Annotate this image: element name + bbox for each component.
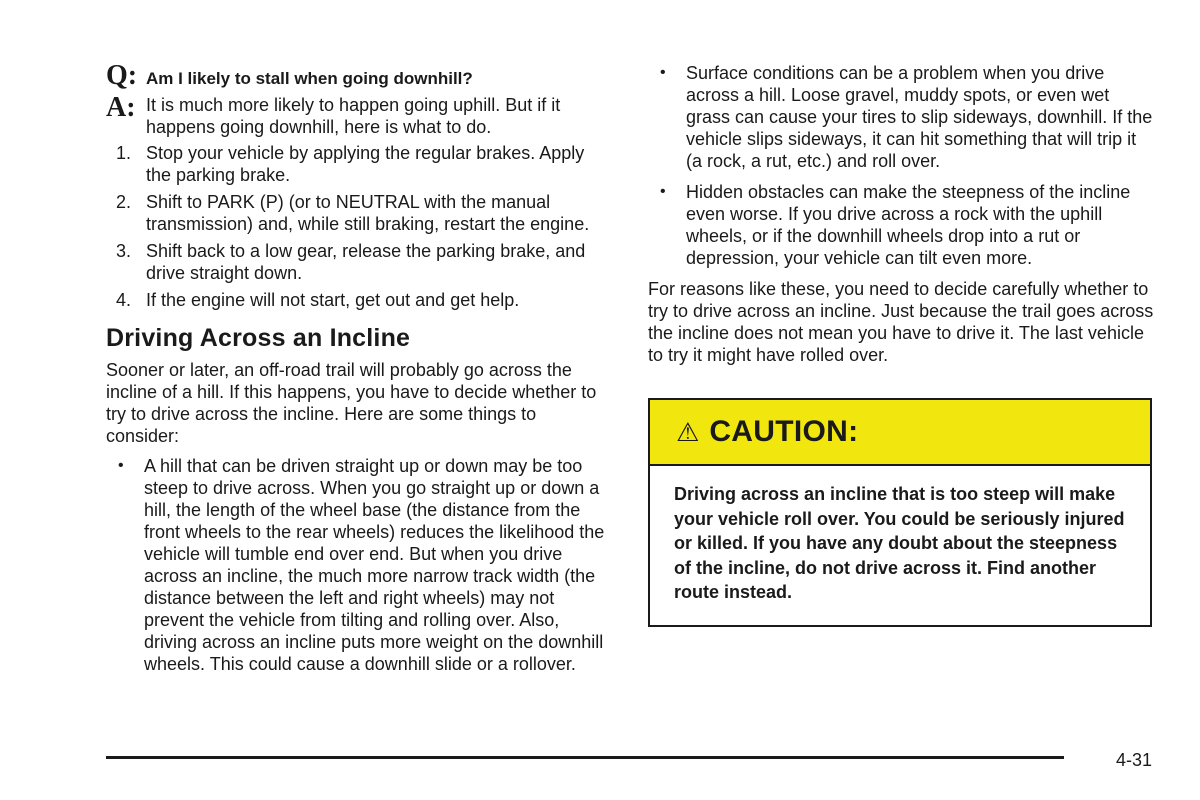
right-column bbox=[648, 62, 1156, 627]
page-number: 4-31 bbox=[1116, 750, 1153, 770]
bullet-icon: • bbox=[118, 457, 124, 474]
left-column bbox=[106, 62, 614, 681]
question-text: Am I likely to stall when going downhill? bbox=[146, 69, 473, 88]
bullet-list-left bbox=[106, 455, 614, 675]
bullet-icon: • bbox=[660, 64, 666, 81]
list-item bbox=[106, 142, 614, 186]
caution-text: Driving across an incline that is too steep will make your vehicle roll over. You could be seriously injured or killed. If you have any doubt about the steepness of the incline, do not drive across it. Find another route instead. bbox=[674, 484, 1125, 602]
list-item bbox=[106, 191, 614, 235]
caution-title: CAUTION: bbox=[709, 415, 859, 448]
list-item bbox=[106, 455, 614, 675]
section-heading: Driving Across an Incline bbox=[106, 324, 411, 352]
step-text: Shift back to a low gear, release the parking brake, and drive straight down. bbox=[146, 241, 586, 283]
answer-text: It is much more likely to happen going uphill. But if it happens going downhill, here is what to do. bbox=[146, 95, 561, 137]
step-text: If the engine will not start, get out and get help. bbox=[146, 290, 520, 310]
step-number: 2. bbox=[116, 192, 132, 212]
question-letter: Q: bbox=[106, 60, 138, 91]
warning-icon: ⚠ bbox=[676, 417, 700, 447]
list-item bbox=[106, 289, 614, 311]
footer-rule bbox=[106, 756, 1064, 759]
caution-box bbox=[648, 398, 1152, 627]
caution-header bbox=[650, 400, 1150, 466]
bullet-icon: • bbox=[660, 183, 666, 200]
answer-row bbox=[106, 94, 614, 138]
answer-letter: A: bbox=[106, 92, 136, 123]
step-number: 4. bbox=[116, 290, 132, 310]
step-text: Shift to PARK (P) (or to NEUTRAL with the manual transmission) and, while still braking, restart the engine. bbox=[146, 192, 590, 234]
step-number: 1. bbox=[116, 143, 132, 163]
bullet-text: A hill that can be driven straight up or down may be too steep to drive across. When you go straight up or down a hill, the length of the wheel base (the distance from the front wheels to the rear wheels) reduces the likelihood the vehicle will tumble end over end. But when you drive across an incline, the much more narrow track width (the distance between the left and right wheels) may not prevent the vehicle from tilting and rolling over. Also, driving across an incline puts more weight on the downhill wheels. This could cause a downhill slide or a rollover. bbox=[144, 456, 605, 674]
list-item bbox=[648, 62, 1156, 172]
bullet-text: Surface conditions can be a problem when you drive across a hill. Loose gravel, muddy spots, or even wet grass can cause your tires to slip sideways, downhill. If the vehicle slips sideways, it can hit something that will trip it (a rock, a rut, etc.) and roll over. bbox=[686, 63, 1153, 171]
reasons-paragraph: For reasons like these, you need to decide carefully whether to try to drive across an incline. Just because the trail goes across the incline does not mean you have to drive it. The last vehicle to try it might have rolled over. bbox=[648, 279, 1154, 365]
intro-paragraph: Sooner or later, an off-road trail will probably go across the incline of a hill. If this happens, you have to decide whether to try to drive across the incline. Here are some things to consider: bbox=[106, 360, 597, 446]
bullet-text: Hidden obstacles can make the steepness of the incline even worse. If you drive across a rock with the uphill wheels, or if the downhill wheels drop into a rut or depression, your vehicle can tilt even more. bbox=[686, 182, 1131, 268]
step-text: Stop your vehicle by applying the regular brakes. Apply the parking brake. bbox=[146, 143, 585, 185]
bullet-list-right bbox=[648, 62, 1156, 269]
list-item bbox=[648, 181, 1156, 269]
step-number: 3. bbox=[116, 241, 132, 261]
steps-list bbox=[106, 142, 614, 311]
list-item bbox=[106, 240, 614, 284]
question-row bbox=[106, 62, 614, 90]
